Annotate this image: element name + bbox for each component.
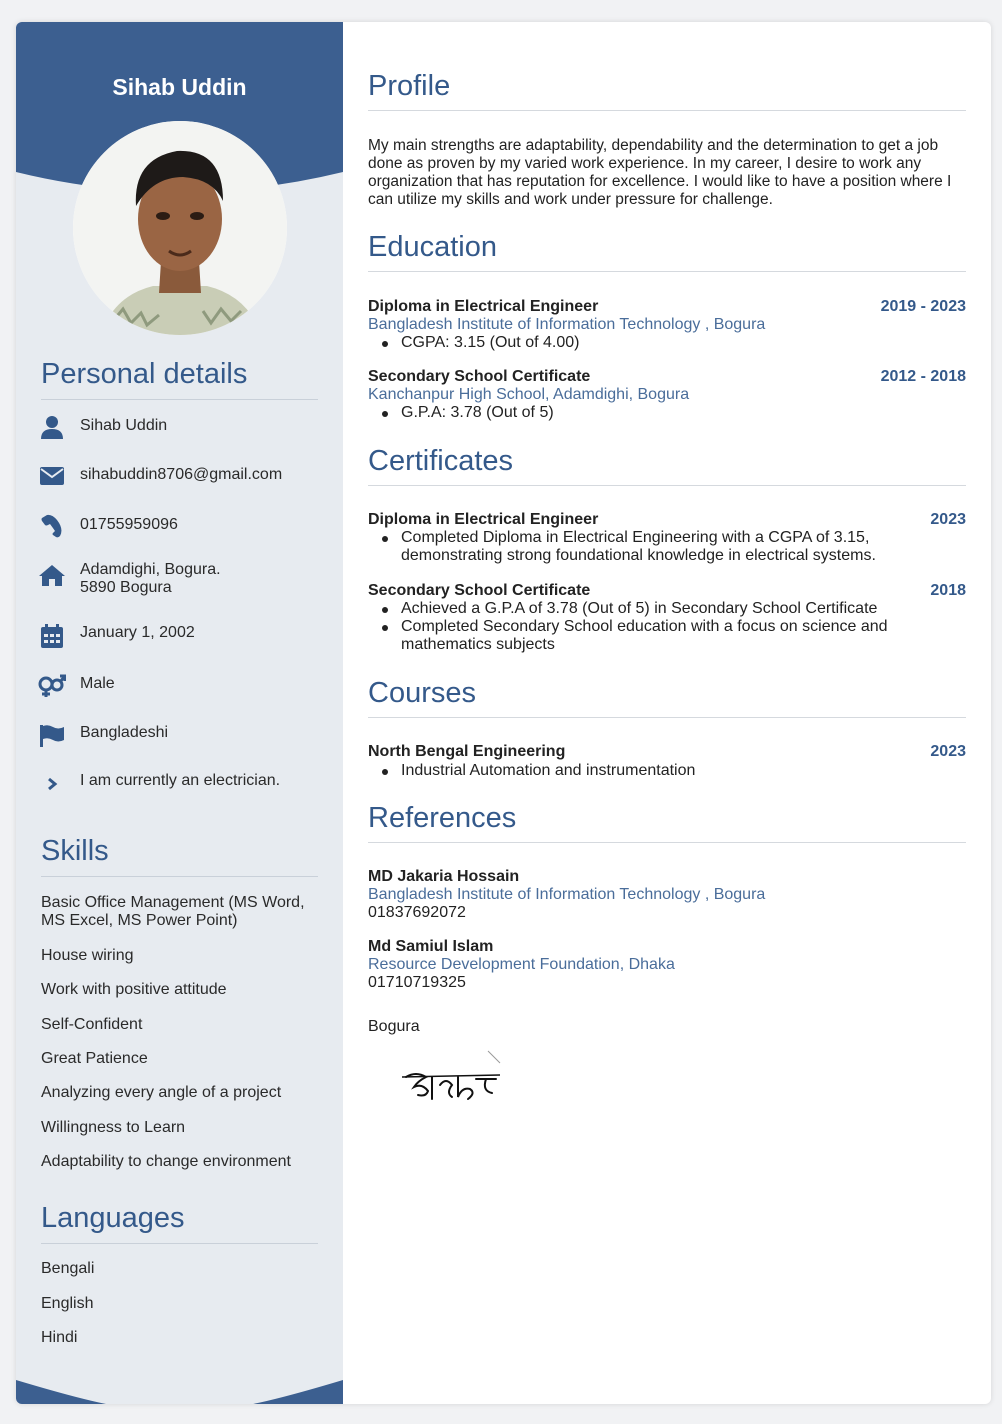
education-institution: Bangladesh Institute of Information Technology , Bogura [368, 316, 766, 333]
reference-phone: 01837692072 [368, 904, 466, 921]
certificate-title: Diploma in Electrical Engineer [368, 511, 599, 528]
user-icon [38, 413, 66, 441]
personal-phone: 01755959096 [80, 516, 178, 533]
personal-birthdate: January 1, 2002 [80, 624, 195, 641]
profile-heading: Profile [368, 70, 451, 102]
education-title: Diploma in Electrical Engineer [368, 298, 599, 315]
certificates-heading: Certificates [368, 445, 514, 477]
skill-item: Work with positive attitude [41, 981, 227, 998]
address-line-1: Adamdighi, Bogura. [80, 561, 221, 578]
skill-item: House wiring [41, 947, 134, 964]
divider [41, 876, 318, 877]
education-date: 2012 - 2018 [880, 368, 966, 385]
certificate-date: 2023 [930, 511, 966, 528]
personal-address [80, 561, 221, 597]
education-title: Secondary School Certificate [368, 368, 591, 385]
skill-item: Adaptability to change environment [41, 1153, 291, 1170]
courses-heading: Courses [368, 677, 476, 709]
course-title: North Bengal Engineering [368, 743, 566, 760]
certificate-title: Secondary School Certificate [368, 582, 591, 599]
divider [368, 110, 966, 111]
divider [368, 271, 966, 272]
profile-photo [73, 121, 287, 335]
personal-occupation: I am currently an electrician. [80, 772, 281, 789]
reference-phone: 01710719325 [368, 974, 466, 991]
personal-occupation-row [38, 770, 328, 798]
divider [41, 399, 318, 400]
signature-place: Bogura [368, 1018, 420, 1035]
flag-icon [38, 721, 66, 749]
skill-item: Willingness to Learn [41, 1119, 186, 1136]
personal-address-row [38, 561, 328, 597]
envelope-icon [38, 462, 66, 490]
skill-item: Great Patience [41, 1050, 148, 1067]
certificate-detail: Completed Secondary School education with a focus on science and mathematics subjects [380, 618, 941, 654]
reference-name: Md Samiul Islam [368, 938, 494, 955]
divider [368, 717, 966, 718]
skills-heading: Skills [41, 835, 109, 867]
personal-nationality-row [38, 721, 328, 749]
certificate-date: 2018 [930, 582, 966, 599]
reference-name: MD Jakaria Hossain [368, 868, 520, 885]
chevron-right-icon [38, 770, 66, 798]
profile-text: My main strengths are adaptability, dependability and the determination to get a job done as proven by my varied work experience. In my career, I desire to work any organization that has reputation for excellence. I would like to have a position where I can utilize my skills and work under pressure for challenge. [368, 137, 952, 208]
education-date: 2019 - 2023 [880, 298, 966, 315]
language-item: Hindi [41, 1329, 78, 1346]
personal-name-row [38, 413, 328, 441]
address-line-2: 5890 Bogura [80, 579, 172, 596]
calendar-icon [38, 622, 66, 650]
reference-organization: Resource Development Foundation, Dhaka [368, 956, 675, 973]
header-name: Sihab Uddin [112, 74, 247, 100]
reference-organization: Bangladesh Institute of Information Technology , Bogura [368, 886, 766, 903]
home-icon [38, 561, 66, 589]
signature [396, 1047, 516, 1117]
personal-email-row [38, 462, 328, 490]
personal-phone-row [38, 512, 328, 540]
personal-birthdate-row [38, 622, 328, 650]
education-institution: Kanchanpur High School, Adamdighi, Bogura [368, 386, 690, 403]
course-detail: Industrial Automation and instrumentation [380, 762, 941, 780]
language-item: English [41, 1295, 94, 1312]
certificate-detail: Achieved a G.P.A of 3.78 (Out of 5) in Secondary School Certificate [380, 600, 941, 618]
personal-email[interactable]: sihabuddin8706@gmail.com [80, 466, 283, 483]
divider [368, 842, 966, 843]
personal-details-heading: Personal details [41, 358, 248, 390]
course-date: 2023 [930, 743, 966, 760]
languages-heading: Languages [41, 1202, 185, 1234]
personal-nationality: Bangladeshi [80, 724, 169, 741]
sidebar-footer-shape [16, 1374, 343, 1404]
phone-icon [38, 512, 66, 540]
main-content [368, 22, 968, 1404]
language-item: Bengali [41, 1260, 95, 1277]
skill-item: Analyzing every angle of a project [41, 1084, 282, 1101]
personal-gender: Male [80, 675, 115, 692]
divider [368, 485, 966, 486]
education-detail: CGPA: 3.15 (Out of 4.00) [380, 334, 941, 352]
certificate-detail: Completed Diploma in Electrical Engineering with a CGPA of 3.15, demonstrating strong foundational knowledge in electrical systems. [380, 529, 941, 565]
references-heading: References [368, 802, 517, 834]
divider [41, 1243, 318, 1244]
education-detail: G.P.A: 3.78 (Out of 5) [380, 404, 941, 422]
education-heading: Education [368, 231, 497, 263]
resume-page [16, 22, 991, 1404]
sidebar [16, 22, 343, 1404]
skill-item: Basic Office Management (MS Word, MS Excel, MS Power Point) [41, 894, 305, 929]
personal-gender-row [38, 672, 328, 700]
gender-icon [38, 672, 66, 700]
skill-item: Self-Confident [41, 1016, 143, 1033]
personal-name: Sihab Uddin [80, 417, 168, 434]
